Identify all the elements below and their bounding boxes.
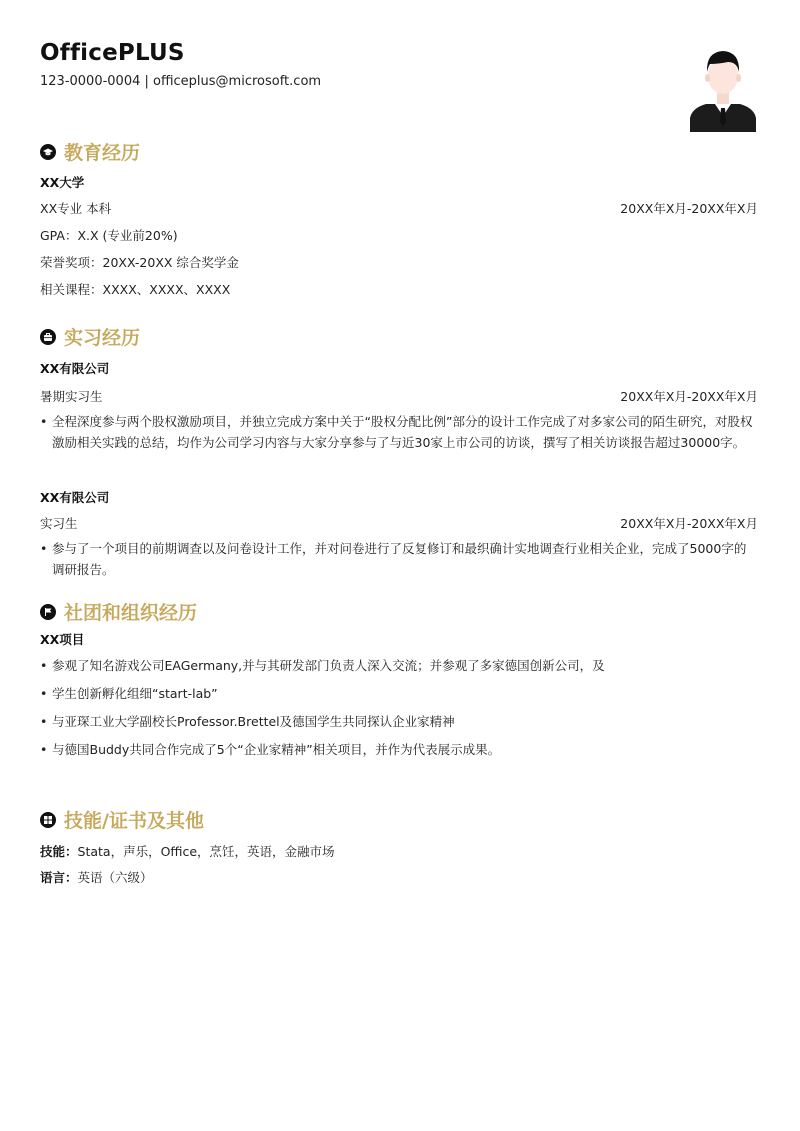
graduation-cap-icon <box>40 144 56 160</box>
section-education <box>40 138 140 165</box>
education-date: 20XX年X月-20XX年X月 <box>620 201 758 216</box>
company-name: XX有限公司 <box>40 361 110 376</box>
project-name: XX项目 <box>40 632 85 647</box>
job-role: 暑期实习生 <box>40 389 103 404</box>
gpa: GPA：X.X (专业前20%) <box>40 228 178 243</box>
list-item: • 与德国Buddy共同合作完成了5个“企业家精神”相关项目，并作为代表展示成果。 <box>40 739 758 760</box>
section-title: 社团和组织经历 <box>64 602 198 624</box>
candidate-name: OfficePLUS <box>40 40 185 66</box>
courses: 相关课程：XXXX、XXXX、XXXX <box>40 282 231 297</box>
section-skills <box>40 806 204 833</box>
list-item: • 与亚琛工业大学副校长Professor.Brettel及德国学生共同探认企业家精神 <box>40 711 758 732</box>
job-date: 20XX年X月-20XX年X月 <box>620 516 758 531</box>
language-value: 英语（六级） <box>77 870 153 885</box>
list-item: • 学生创新孵化组细“start-lab” <box>40 683 758 704</box>
avatar <box>688 42 758 132</box>
section-title: 教育经历 <box>64 142 141 164</box>
major-degree: XX专业 本科 <box>40 201 112 216</box>
language-row <box>40 868 153 886</box>
school-name: XX大学 <box>40 175 85 190</box>
skills-value: Stata，声乐，Office，烹饪，英语，金融市场 <box>77 844 335 859</box>
language-label: 语言： <box>40 870 78 885</box>
company-name: XX有限公司 <box>40 490 110 505</box>
list-item: • 参观了知名游戏公司EAGermany,并与其研发部门负责人深入交流；并参观了多家德国创新公司，及 <box>40 655 758 676</box>
section-title: 实习经历 <box>64 327 141 349</box>
briefcase-icon <box>40 329 56 345</box>
section-clubs <box>40 598 197 625</box>
job-role: 实习生 <box>40 516 78 531</box>
honors: 荣誉奖项：20XX-20XX 综合奖学金 <box>40 255 239 270</box>
job-description: • 全程深度参与两个股权激励项目，并独立完成方案中关于“股权分配比例”部分的设计工作完成了对多家公司的陌生研究，对股权激励相关实践的总结，均作为公司学习内容与大家分享参与了与近30家上市公司的访谈，撰写了相关访谈报告超过30000字。 <box>40 411 758 453</box>
skills-row <box>40 842 335 860</box>
job-date: 20XX年X月-20XX年X月 <box>620 389 758 404</box>
flag-icon <box>40 604 56 620</box>
job-description: • 参与了一个项目的前期调查以及问卷设计工作，并对问卷进行了反复修订和最织确计实地调查行业相关企业，完成了5000字的调研报告。 <box>40 538 758 580</box>
contact-info: 123-0000-0004 | officeplus@microsoft.com <box>40 74 322 89</box>
section-internship <box>40 323 140 350</box>
section-title: 技能/证书及其他 <box>64 810 204 832</box>
grid-icon <box>40 812 56 828</box>
skills-label: 技能： <box>40 844 78 859</box>
